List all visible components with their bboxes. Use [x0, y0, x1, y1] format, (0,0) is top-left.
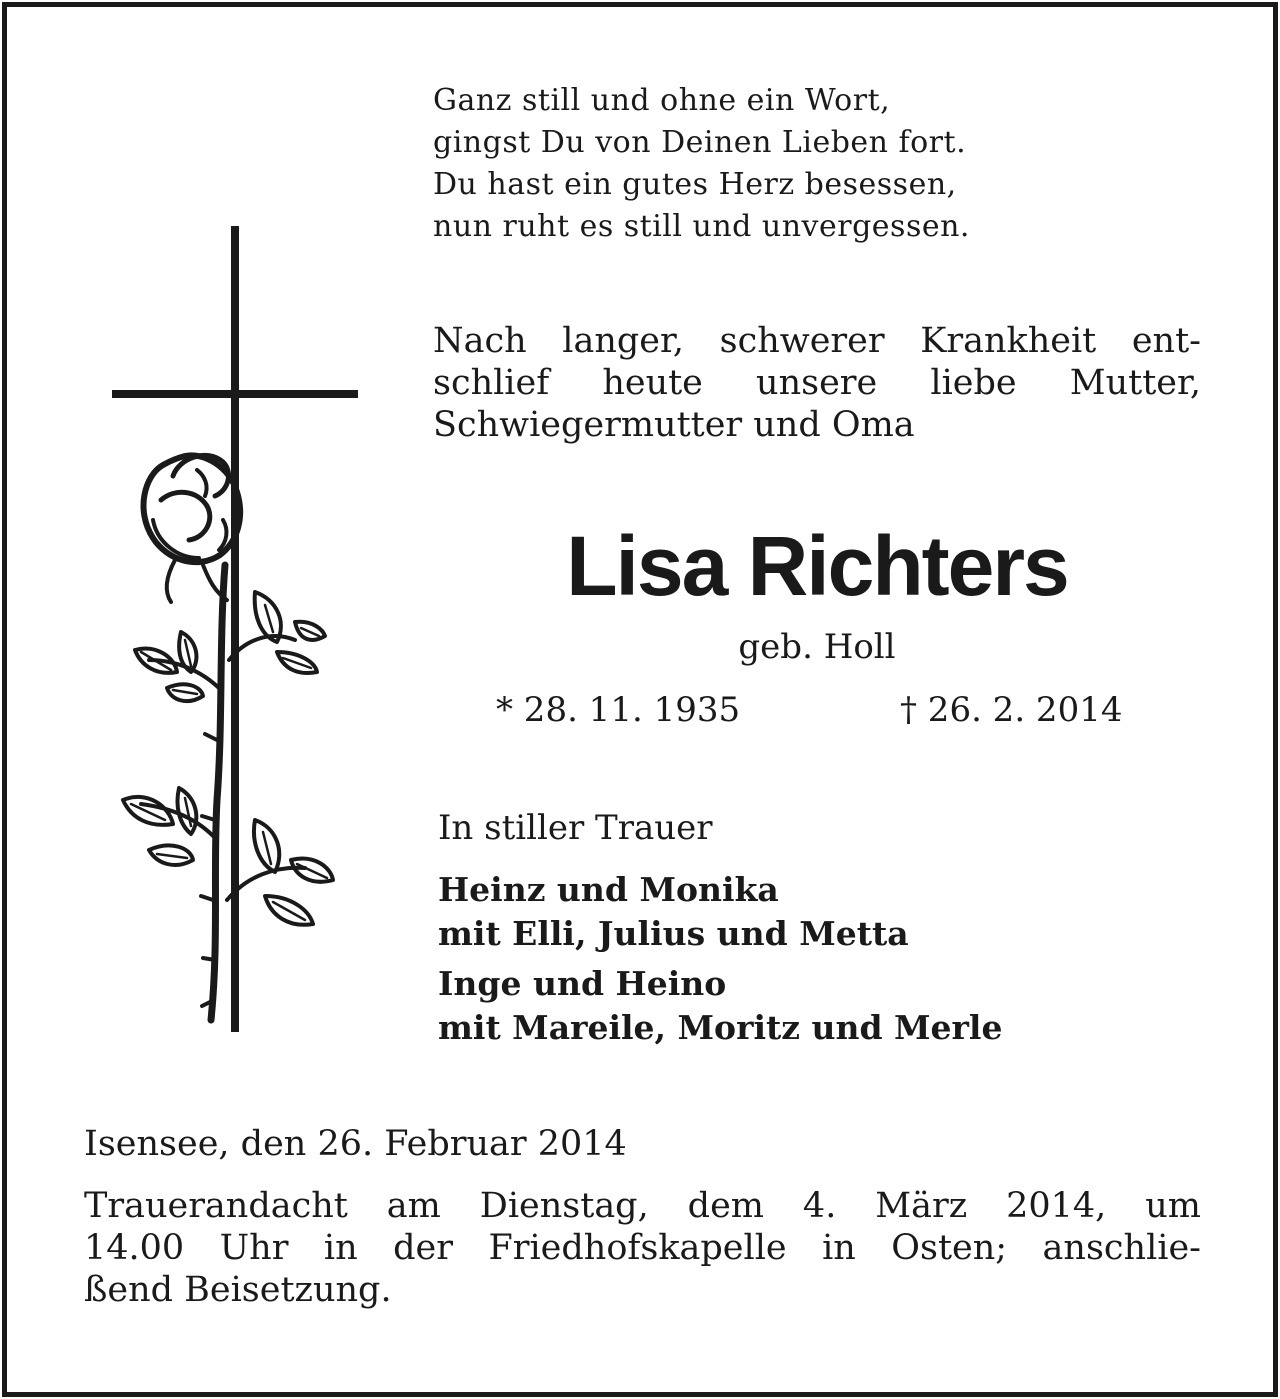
family-line: mit Mareile, Moritz und Merle — [438, 1008, 1003, 1047]
poem — [433, 80, 1193, 248]
deceased-name: Lisa Richters — [566, 519, 1068, 613]
maiden-name: geb. Holl — [738, 627, 896, 667]
family-line: Heinz und Monika — [438, 870, 779, 909]
cross-with-rose-icon — [105, 220, 365, 1040]
poem-line: gingst Du von Deinen Lieben fort. — [433, 125, 967, 160]
poem-line: Du hast ein gutes Herz besessen, — [433, 167, 957, 202]
intro-line: schlief heute unsere liebe Mutter, — [433, 363, 1201, 403]
family-group — [438, 868, 909, 956]
intro-line: Nach langer, schwerer Krankheit ent- — [433, 321, 1201, 361]
place-date: Isensee, den 26. Februar 2014 — [84, 1124, 627, 1164]
service-line: 14.00 Uhr in der Friedhofskapelle in Osten; anschlie- — [84, 1228, 1201, 1268]
intro-line: Schwiegermutter und Oma — [433, 405, 915, 445]
poem-line: Ganz still und ohne ein Wort, — [433, 83, 891, 118]
service-info — [84, 1185, 1201, 1311]
family-group — [438, 962, 1002, 1050]
service-line: ßend Beisetzung. — [84, 1270, 392, 1310]
birth-date: * 28. 11. 1935 — [496, 690, 741, 730]
intro-text — [433, 320, 1201, 446]
poem-line: nun ruht es still und unvergessen. — [433, 209, 970, 244]
family-line: Inge und Heino — [438, 964, 727, 1003]
family-line: mit Elli, Julius und Metta — [438, 914, 909, 953]
death-date: † 26. 2. 2014 — [900, 690, 1123, 730]
mourning-label: In stiller Trauer — [438, 808, 713, 848]
service-line: Trauerandacht am Dienstag, dem 4. März 2014, um — [84, 1186, 1201, 1226]
